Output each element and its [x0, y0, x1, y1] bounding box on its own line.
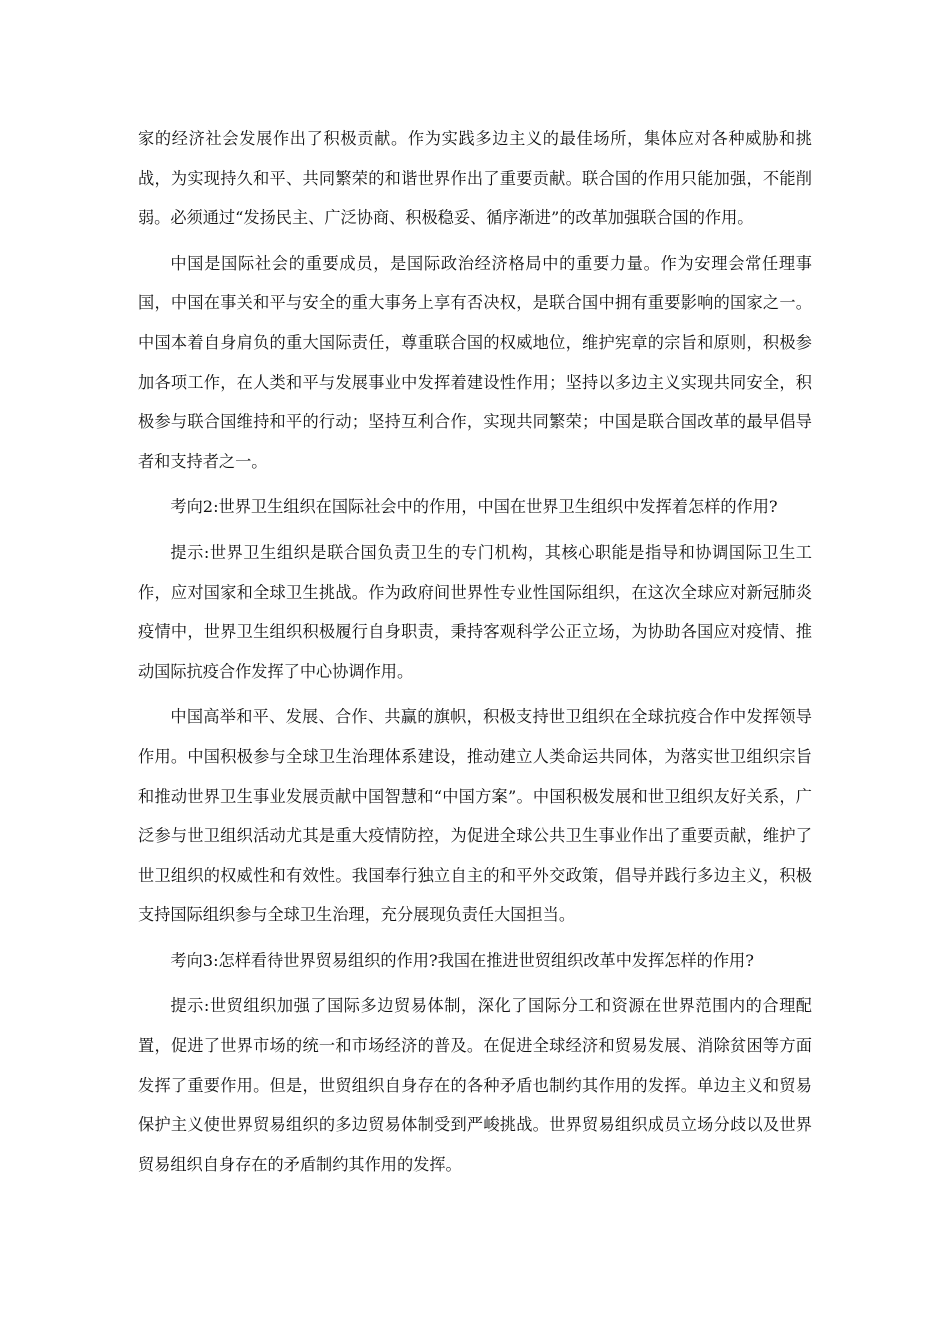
- paragraph-2: 中国是国际社会的重要成员，是国际政治经济格局中的重要力量。作为安理会常任理事国，中国在事关和平与安全的重大事务上享有否决权，是联合国中拥有重要影响的国家之一。中国本着自身肩负的重大国际责任，尊重联合国的权威地位，维护宪章的宗旨和原则，积极参加各项工作，在人类和平与发展事业中发挥着建设性作用；坚持以多边主义实现共同安全，积极参与联合国维持和平的行动；坚持互利合作，实现共同繁荣；中国是联合国改革的最早倡导者和支持者之一。: [138, 253, 812, 471]
- paragraph-5: 中国高举和平、发展、合作、共赢的旗帜，积极支持世卫组织在全球抗疫合作中发挥领导作用。中国积极参与全球卫生治理体系建设，推动建立人类命运共同体，为落实世卫组织宗旨和推动世界卫生事业发展贡献中国智慧和“中国方案”。中国积极发展和世卫组织友好关系，广泛参与世卫组织活动尤其是重大疫情防控，为促进全球公共卫生事业作出了重要贡献，维护了世卫组织的权威性和有效性。我国奉行独立自主的和平外交政策，倡导并践行多边主义，积极支持国际组织参与全球卫生治理，充分展现负责任大国担当。: [138, 707, 812, 925]
- hint-3-paragraph: 提示:世贸组织加强了国际多边贸易体制，深化了国际分工和资源在世界范围内的合理配置，促进了世界市场的统一和市场经济的普及。在促进全球经济和贸易发展、消除贫困等方面发挥了重要作用。但是，世贸组织自身存在的各种矛盾也制约其作用的发挥。单边主义和贸易保护主义使世界贸易组织的多边贸易体制受到严峻挑战。世界贸易组织成员立场分歧以及世界贸易组织自身存在的矛盾制约其作用的发挥。: [138, 996, 812, 1174]
- paragraph-1: 家的经济社会发展作出了积极贡献。作为实践多边主义的最佳场所，集体应对各种威胁和挑战，为实现持久和平、共同繁荣的和谐世界作出了重要贡献。联合国的作用只能加强，不能削弱。必须通过“发扬民主、广泛协商、积极稳妥、循序渐进”的改革加强联合国的作用。: [138, 129, 812, 228]
- document-page: [138, 119, 812, 1190]
- question-3-heading: 考向3:怎样看待世界贸易组织的作用?我国在推进世贸组织改革中发挥怎样的作用?: [170, 950, 754, 970]
- hint-2-paragraph: 提示:世界卫生组织是联合国负责卫生的专门机构，其核心职能是指导和协调国际卫生工作，应对国家和全球卫生挑战。作为政府间世界性专业性国际组织，在这次全球应对新冠肺炎疫情中，世界卫生组织积极履行自身职责，秉持客观科学公正立场，为协助各国应对疫情、推动国际抗疫合作发挥了中心协调作用。: [138, 542, 812, 681]
- question-2-heading: 考向2:世界卫生组织在国际社会中的作用，中国在世界卫生组织中发挥着怎样的作用?: [170, 497, 778, 517]
